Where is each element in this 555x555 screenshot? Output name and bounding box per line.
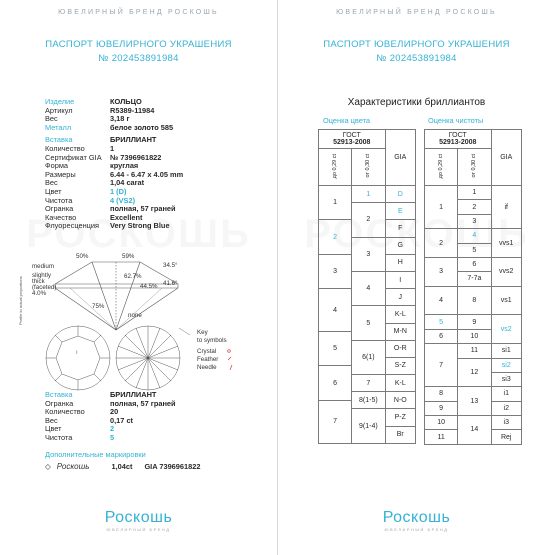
grade-cell xyxy=(319,220,352,254)
grade-value: 7 xyxy=(333,418,338,426)
item-value: 3,18 г xyxy=(110,114,130,124)
item-row xyxy=(45,124,183,133)
grade-value: 3 xyxy=(366,250,371,258)
gost-number: 52913-2008 xyxy=(439,139,477,146)
grade-value: P-Z xyxy=(394,414,406,422)
grade-value: 13 xyxy=(470,397,479,405)
grade-value: K-L xyxy=(394,379,406,387)
grade-cell xyxy=(352,392,385,409)
col-a-label: до 0,29 ct xyxy=(332,153,339,179)
grade-cell xyxy=(491,387,522,401)
diamond-icon: ◇ xyxy=(45,462,51,471)
stone2-value: 0,17 ct xyxy=(110,415,134,425)
stone2-value: 5 xyxy=(110,432,115,442)
plot-bottom-view xyxy=(116,326,180,390)
girdle-pct: 4.0% xyxy=(32,290,47,297)
col-a-label: до 0,29 ct xyxy=(438,153,445,179)
stone2-value: 20 xyxy=(110,407,119,417)
stone1-label: Форма xyxy=(45,161,69,171)
grade-cell xyxy=(458,186,491,200)
grade-cell xyxy=(491,344,522,358)
depth-pct: 50% xyxy=(76,253,89,260)
grade-value: 2 xyxy=(472,203,477,211)
grade-cell xyxy=(491,229,522,258)
stone1-label: Количество xyxy=(45,143,85,153)
lower-half: 75% xyxy=(92,303,105,310)
grade-cell xyxy=(352,375,385,392)
grade-cell xyxy=(458,200,491,214)
grade-cell xyxy=(425,387,458,401)
grade-cell xyxy=(491,372,522,386)
grade-cell xyxy=(491,286,522,315)
stone1-value: 1 xyxy=(110,143,115,153)
side-stones-info xyxy=(45,391,176,443)
stone1-value: БРИЛЛИАНТ xyxy=(110,135,157,145)
grade-cell xyxy=(385,409,415,426)
grade-cell xyxy=(458,344,491,358)
grade-value: if xyxy=(504,203,508,211)
grade-cell xyxy=(458,416,491,445)
grade-cell xyxy=(425,315,458,329)
color-grade-table xyxy=(318,129,416,444)
brand-header: ЮВЕЛИРНЫЙ БРЕНД РОСКОШЬ xyxy=(58,9,219,16)
grade-cell xyxy=(319,366,352,400)
grade-value: 14 xyxy=(470,426,479,434)
grade-cell xyxy=(385,289,415,306)
grade-cell xyxy=(352,340,385,374)
grade-value: 3 xyxy=(333,267,338,275)
certificate-title: ПАСПОРТ ЮВЕЛИРНОГО УКРАШЕНИЯ xyxy=(45,39,232,50)
item-info xyxy=(45,98,183,231)
key-symbols xyxy=(228,350,232,370)
stone2-label: Количество xyxy=(45,407,85,417)
crown-angle: 34.5° xyxy=(163,262,178,269)
grade-cell xyxy=(319,254,352,288)
stone1-value: Very Strong Blue xyxy=(110,221,170,231)
grade-value: 10 xyxy=(470,332,479,340)
left-page xyxy=(0,0,277,555)
grade-value: 7 xyxy=(366,379,371,387)
marking-line xyxy=(45,462,200,471)
grade-value: 5 xyxy=(366,319,371,327)
grade-value: i1 xyxy=(503,390,509,398)
grade-cell xyxy=(425,401,458,415)
grade-value: 6 xyxy=(439,332,444,340)
grade-cell xyxy=(385,306,415,323)
gia-header xyxy=(491,130,522,186)
grade-cell xyxy=(352,237,385,271)
girdle-slightly: slightly xyxy=(32,272,51,279)
brand-logo-right: Роскошь xyxy=(382,509,451,526)
grade-cell xyxy=(385,220,415,237)
grade-value: I xyxy=(399,276,402,284)
grade-value: 5 xyxy=(439,318,444,326)
grade-value: 5 xyxy=(472,246,477,254)
grade-value: i2 xyxy=(503,404,509,412)
grade-value: 4 xyxy=(439,297,444,304)
grade-cell xyxy=(425,186,458,229)
stone2-value: 2 xyxy=(110,424,115,434)
item-label: Изделие xyxy=(45,97,75,106)
item-value: КОЛЬЦО xyxy=(110,97,142,106)
grade-cell xyxy=(458,329,491,343)
grade-cell xyxy=(491,186,522,229)
stone1-row xyxy=(45,222,183,231)
pavilion-angle: 41.6° xyxy=(163,280,178,287)
grade-cell xyxy=(385,375,415,392)
stone2-label: Вес xyxy=(45,415,58,425)
key-title: Key xyxy=(197,329,208,336)
col-a-header xyxy=(425,149,458,186)
stone1-value: 4 (VS2) xyxy=(110,195,136,205)
grade-value: 3 xyxy=(472,217,477,225)
inclusion-mark: ı xyxy=(76,350,78,356)
total-depth: 62.7% xyxy=(124,273,142,280)
grade-value: 1 xyxy=(472,189,477,197)
col-b-label: от 0,30 ct xyxy=(471,154,478,178)
clarity-grade-table xyxy=(424,129,522,445)
brand-header-right: ЮВЕЛИРНЫЙ БРЕНД РОСКОШЬ xyxy=(336,9,497,16)
grade-cell xyxy=(385,271,415,288)
key-needle: Needle xyxy=(197,364,217,371)
grade-value: H xyxy=(397,259,403,267)
gia-header xyxy=(385,130,415,186)
certificate-number: № 202453891984 xyxy=(98,53,179,64)
stone2-value: БРИЛЛИАНТ xyxy=(110,390,157,399)
gost-label: ГОСТ xyxy=(342,132,361,139)
item-label: Артикул xyxy=(45,105,73,115)
key-subtitle: to symbols xyxy=(197,337,227,344)
grade-value: 1 xyxy=(333,199,338,207)
item-label: Металл xyxy=(45,122,72,132)
grade-value: K-L xyxy=(394,310,406,318)
certificate-title-right: ПАСПОРТ ЮВЕЛИРНОГО УКРАШЕНИЯ xyxy=(323,39,510,50)
grade-cell xyxy=(385,237,415,254)
grade-cell xyxy=(425,229,458,258)
stone2-label: Огранка xyxy=(45,398,74,408)
gost-number: 52913-2008 xyxy=(333,139,371,146)
col-a-header xyxy=(319,149,352,186)
grade-value: vvs1 xyxy=(499,239,514,247)
key-crystal: Crystal xyxy=(197,348,217,355)
grade-cell xyxy=(458,214,491,228)
profile-caption: Profile to actual proportions xyxy=(18,276,23,325)
stone2-row xyxy=(45,434,176,443)
grade-value: si3 xyxy=(501,376,511,384)
grade-cell xyxy=(458,229,491,243)
grade-value: 4 xyxy=(333,306,338,314)
grade-cell xyxy=(458,243,491,257)
stone2-label: Чистота xyxy=(45,432,73,442)
grade-cell xyxy=(425,329,458,343)
grade-value: 4 xyxy=(472,232,477,240)
grade-cell xyxy=(385,357,415,374)
grade-value: 6(1) xyxy=(362,353,375,361)
item-value: белое золото 585 xyxy=(110,122,174,132)
girdle-medium: medium xyxy=(32,263,55,270)
grade-value: 11 xyxy=(470,347,479,355)
characteristics-title: Характеристики бриллиантов xyxy=(347,97,486,108)
grade-value: E xyxy=(397,207,403,215)
grade-value: 9 xyxy=(472,318,477,326)
grade-value: i3 xyxy=(503,419,509,427)
grade-cell xyxy=(458,257,491,271)
col-b-header xyxy=(352,149,385,186)
grade-cell xyxy=(458,315,491,329)
stone1-label: Чистота xyxy=(45,195,73,205)
grade-cell xyxy=(385,340,415,357)
stone1-label: Вес xyxy=(45,178,58,188)
grade-cell xyxy=(491,315,522,344)
grade-value: si2 xyxy=(501,361,511,369)
stone1-label: Флуоресценция xyxy=(45,221,100,231)
grade-value: 8(1-5) xyxy=(359,396,378,404)
col-b-header xyxy=(458,149,491,186)
grade-value: 9 xyxy=(439,404,444,412)
grade-value: vvs2 xyxy=(499,268,514,276)
grade-cell xyxy=(352,203,385,237)
grade-cell xyxy=(491,401,522,415)
stone1-value: 6.44 - 6.47 x 4.05 mm xyxy=(110,169,184,179)
grade-value: 11 xyxy=(437,433,445,441)
stone1-label: Вставка xyxy=(45,135,73,145)
grade-cell xyxy=(458,272,491,286)
stone1-label: Качество xyxy=(45,212,77,222)
grade-value: M-N xyxy=(393,328,407,336)
key-feather: Feather xyxy=(197,356,219,363)
grade-value: vs1 xyxy=(500,297,512,304)
grade-cell xyxy=(385,186,415,203)
grade-cell xyxy=(458,387,491,416)
grade-value: 2 xyxy=(333,233,338,241)
grade-value: 2 xyxy=(439,239,444,247)
grade-value: N-O xyxy=(393,396,407,404)
grade-cell xyxy=(491,416,522,430)
col-b-label: от 0,30 ct xyxy=(365,154,372,178)
marking-logo: Роскошь xyxy=(56,462,90,471)
stone1-label: Сертификат GIA xyxy=(45,152,102,162)
stone2-value: полная, 57 граней xyxy=(110,398,176,408)
grade-cell xyxy=(491,257,522,286)
grade-cell xyxy=(319,332,352,366)
brand-logo: Роскошь xyxy=(104,509,173,526)
grade-value: si1 xyxy=(501,347,511,355)
grade-value: 12 xyxy=(470,368,479,376)
extra-marks-label: Дополнительные маркировки xyxy=(45,450,146,459)
item-value: R5389-11984 xyxy=(110,105,155,115)
grade-value: 1 xyxy=(366,190,371,198)
brand-logo-sub: ЮВЕЛИРНЫЙ БРЕНД xyxy=(106,527,171,532)
color-table-heading: Оценка цвета xyxy=(323,116,371,125)
grade-cell xyxy=(319,186,352,220)
diamond-profile xyxy=(55,262,178,330)
grade-cell xyxy=(491,430,522,444)
gost-label: ГОСТ xyxy=(448,132,467,139)
grade-cell xyxy=(319,400,352,443)
grade-cell xyxy=(385,392,415,409)
grade-value: vs2 xyxy=(500,325,512,333)
stone1-label: Цвет xyxy=(45,186,62,196)
grade-value: D xyxy=(397,190,403,198)
grade-value: 10 xyxy=(437,419,446,427)
gost-header xyxy=(425,130,492,149)
grade-value: J xyxy=(398,293,403,301)
grade-value: 2 xyxy=(366,216,371,224)
stone1-label: Огранка xyxy=(45,204,74,214)
stone2-label: Вставка xyxy=(45,390,73,399)
marking-gia: GIA 7396961822 xyxy=(144,462,201,471)
clarity-table-heading: Оценка чистоты xyxy=(428,116,484,125)
right-page xyxy=(278,0,555,555)
grade-cell xyxy=(385,203,415,220)
grade-cell xyxy=(425,344,458,387)
plot-top-view xyxy=(46,326,110,390)
grade-cell xyxy=(385,323,415,340)
grade-cell xyxy=(352,306,385,340)
gost-header xyxy=(319,130,386,149)
grade-cell xyxy=(458,358,491,387)
grade-value: 8 xyxy=(439,390,444,398)
gia-label: GIA xyxy=(394,154,407,161)
grade-cell xyxy=(352,186,385,203)
grade-value: 1 xyxy=(439,203,444,211)
grade-value: S-Z xyxy=(394,362,406,370)
stone1-value: Excellent xyxy=(110,212,143,222)
grade-value: 9(1-4) xyxy=(359,422,378,430)
grade-value: Rej xyxy=(500,433,512,441)
stone1-value: 1 (D) xyxy=(110,186,127,196)
grade-value: 3 xyxy=(439,268,444,276)
girdle-faceted: (faceted) xyxy=(32,284,57,291)
gia-label: GIA xyxy=(500,154,513,161)
item-label: Вес xyxy=(45,114,58,124)
culet: none xyxy=(128,312,142,319)
grade-cell xyxy=(491,358,522,372)
diamond-diagram xyxy=(0,240,277,400)
grade-value: G xyxy=(397,242,403,250)
stone1-value: 1,04 carat xyxy=(110,178,145,188)
grade-cell xyxy=(385,426,415,443)
grade-value: 7 xyxy=(439,361,444,369)
grade-value: 4 xyxy=(366,285,371,293)
grade-value: 6 xyxy=(333,379,338,387)
grade-value: Br xyxy=(396,431,404,439)
grade-cell xyxy=(425,430,458,444)
stone2-label: Цвет xyxy=(45,424,62,434)
grade-cell xyxy=(425,416,458,430)
brand-logo-sub-right: ЮВЕЛИРНЫЙ БРЕНД xyxy=(384,527,449,532)
grade-value: F xyxy=(398,224,403,232)
table-pct: 59% xyxy=(122,253,135,260)
grade-cell xyxy=(425,257,458,286)
certificate-number-right: № 202453891984 xyxy=(376,53,457,64)
grade-value: O-R xyxy=(393,345,407,353)
stone1-label: Размеры xyxy=(45,169,76,179)
grade-cell xyxy=(425,286,458,315)
marking-ct: 1,04ct xyxy=(111,462,133,471)
stone1-value: № 7396961822 xyxy=(110,152,162,162)
stone1-value: круглая xyxy=(110,161,139,171)
grade-value: 6 xyxy=(472,261,477,269)
grade-value: 8 xyxy=(472,297,477,304)
grade-cell xyxy=(352,409,385,443)
grade-value: 7-7a xyxy=(467,275,482,283)
grade-cell xyxy=(319,289,352,332)
girdle-thick: thick xyxy=(32,278,45,285)
grade-cell xyxy=(458,286,491,315)
grade-cell xyxy=(352,271,385,305)
pavilion-depth: 44.5% xyxy=(140,283,158,290)
grade-value: 5 xyxy=(333,345,338,353)
stone1-value: полная, 57 граней xyxy=(110,204,176,214)
grade-cell xyxy=(385,254,415,271)
